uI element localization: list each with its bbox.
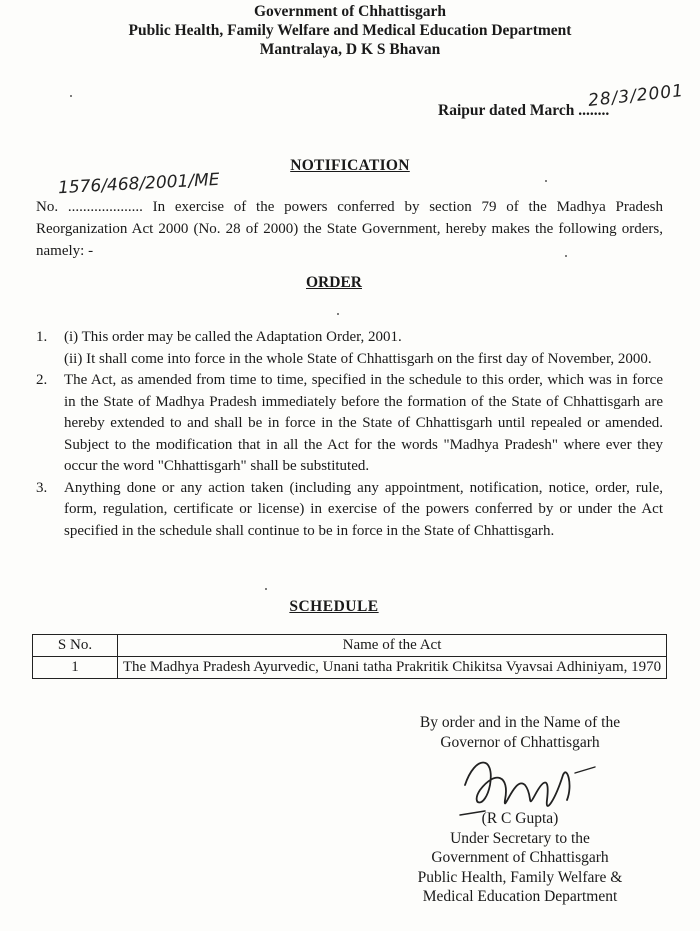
order-item-3-text: Anything done or any action taken (including any appointment, notification, notice, order, rule, form, regulation, certificate or license) in exercise of the powers conferred by or under the Act specified in the schedule shall continue to be in force in the State of Chhattisgarh. xyxy=(64,479,663,539)
schedule-title: SCHEDULE xyxy=(289,598,379,615)
table-row xyxy=(33,657,667,679)
scan-speck xyxy=(70,95,72,97)
order-item-1 xyxy=(36,327,663,370)
scan-speck xyxy=(565,255,567,257)
signatory-department-line1: Public Health, Family Welfare & xyxy=(417,868,623,886)
dateline xyxy=(438,102,609,120)
order-item-2-text: The Act, as amended from time to time, specified in the schedule to this order, which was in force in the State of Madhya Pradesh immediately before the formation of the State of Chhattisgarh are hereby extended to and shall be in force in the State of Chhattisgarh until repealed or amended. Subject to the modification that in all the Act for the words "Madhya Pradesh" where ever they occur the word "Chhattisgarh" shall be substituted. xyxy=(64,372,663,474)
signatory-name: (R C Gupta) xyxy=(481,810,559,827)
signatory-government: Government of Chhattisgarh xyxy=(431,849,609,866)
signatory-department-line2: Medical Education Department xyxy=(422,888,618,905)
schedule-cell-act-name: The Madhya Pradesh Ayurvedic, Unani tatha Prakritik Chikitsa Vyavsai Adhiniyam, 1970 xyxy=(118,657,667,679)
signature-line-by-order: By order and in the Name of the xyxy=(419,714,621,731)
header-department: Public Health, Family Welfare and Medical Education Department xyxy=(128,22,572,39)
notification-title: NOTIFICATION xyxy=(290,157,410,174)
order-item-1-sub-ii: (ii) It shall come into force in the whole State of Chhattisgarh on the first day of November, 2000. xyxy=(64,350,652,367)
notification-body xyxy=(36,196,663,262)
notification-number-prefix: No. .................... xyxy=(36,199,143,215)
schedule-header-row xyxy=(33,635,667,657)
dateline-prefix: Raipur dated March ........ xyxy=(438,102,610,119)
schedule-cell-sno: 1 xyxy=(33,657,118,679)
order-item-3 xyxy=(36,478,663,543)
order-item-number: 1. xyxy=(36,329,48,345)
schedule-header-act-name: Name of the Act xyxy=(118,635,667,657)
signature-block xyxy=(400,713,640,907)
order-item-number: 3. xyxy=(36,479,48,496)
header-address: Mantralaya, D K S Bhavan xyxy=(259,41,441,58)
handwritten-notification-number: 1576/468/2001/ME xyxy=(57,169,220,199)
scan-speck xyxy=(265,588,267,590)
order-title: ORDER xyxy=(306,274,362,291)
schedule-table xyxy=(32,634,667,679)
order-item-1-sub-i: (i) This order may be called the Adaptation Order, 2001. xyxy=(64,329,402,345)
notification-text: In exercise of the powers conferred by section 79 of the Madhya Pradesh Reorganization Act 2000 (No. 28 of 2000) the State Government, hereby makes the following orders, namely: - xyxy=(36,199,663,259)
order-list xyxy=(36,327,663,542)
signatory-designation: Under Secretary to the xyxy=(450,829,590,847)
handwritten-date: 28/3/2001 xyxy=(587,81,685,111)
schedule-header-sno: S No. xyxy=(33,635,118,657)
signature-line-governor: Governor of Chhattisgarh xyxy=(440,733,600,751)
header-government: Government of Chhattisgarh xyxy=(253,3,447,20)
scan-speck xyxy=(545,180,547,182)
order-item-2 xyxy=(36,370,663,478)
scan-speck xyxy=(337,313,339,315)
order-item-number: 2. xyxy=(36,372,48,388)
